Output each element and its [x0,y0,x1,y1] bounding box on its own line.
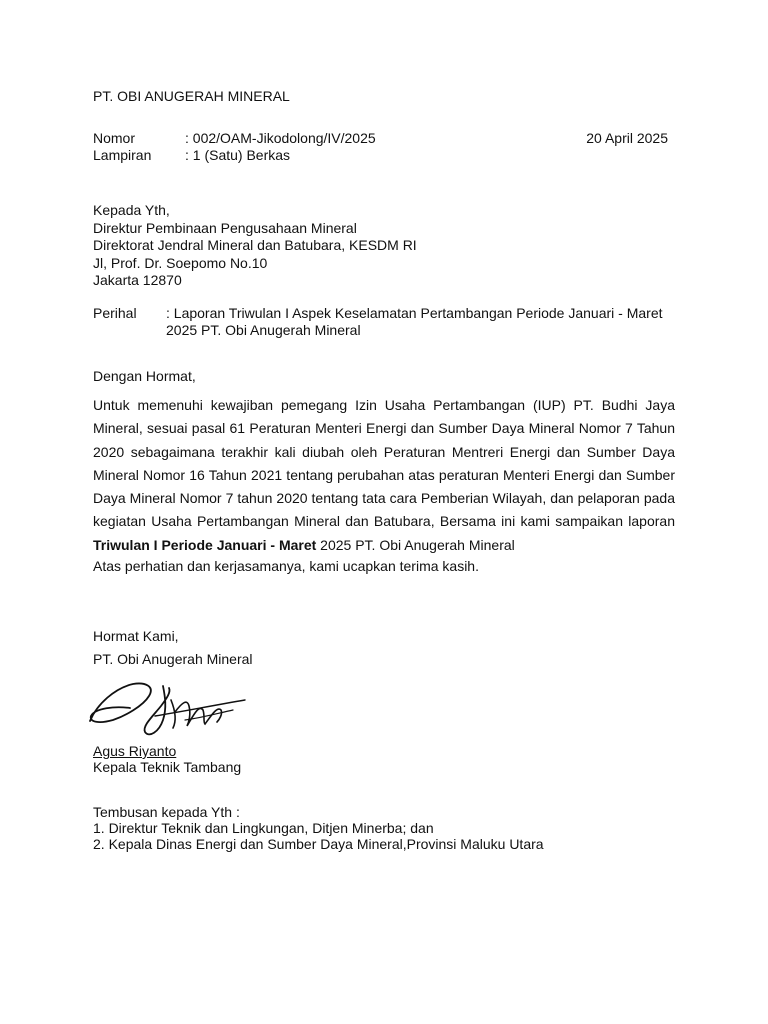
nomor-value: : 002/OAM-Jikodolong/IV/2025 [185,130,376,146]
letter-date: 20 April 2025 [586,130,668,146]
signer-name: Agus Riyanto [93,743,177,759]
body-bold-text: Triwulan I Periode Januari - Maret [93,536,317,553]
company-header: PT. OBI ANUGERAH MINERAL [93,88,290,104]
cc-title: Tembusan kepada Yth : [93,804,240,820]
cc-item: 2. Kepala Dinas Energi dan Sumber Daya Mineral,Provinsi Maluku Utara [93,836,544,852]
recipient-line: Jl, Prof. Dr. Soepomo No.10 [93,254,268,271]
greeting: Dengan Hormat, [93,368,196,384]
recipient-address [93,202,417,290]
body-text: Untuk memenuhi kewajiban pemegang Izin Usaha Pertambangan (IUP) PT. Budhi Jaya Mineral, sesuai pasal 61 Peraturan Menteri Energi dan Sumber Daya Mineral Nomor 7 Tahun 2020 sebagaimana terakhir kali diubah oleh Peraturan Mentreri Energi dan Sumber Daya Mineral Nomor 16 Tahun 2021 tentang perubahan atas peraturan Menteri Energi dan Sumber Daya Mineral Nomor 7 tahun 2020 tentang tata cara Pemberian Wilayah, dan pelaporan pada kegiatan Usaha Pertambangan Mineral dan Batubara, Bersama ini kami sampaikan laporan [93,397,675,530]
cc-item: 1. Direktur Teknik dan Lingkungan, Ditjen Minerba; dan [93,820,434,836]
nomor-label: Nomor [93,130,136,146]
thanks-line: Atas perhatian dan kerjasamanya, kami ucapkan terima kasih. [93,558,479,574]
closing: Hormat Kami, [93,628,179,644]
recipient-line: Kepada Yth, [93,202,170,218]
body-tail-text: 2025 PT. Obi Anugerah Mineral [316,536,515,553]
recipient-line: Direktur Pembinaan Pengusahaan Mineral [93,219,357,236]
signature-image [85,676,250,746]
lampiran-value: : 1 (Satu) Berkas [185,147,291,163]
lampiran-label: Lampiran [93,147,152,163]
closing-company: PT. Obi Anugerah Mineral [93,651,253,667]
perihal-line: 2025 PT. Obi Anugerah Mineral [166,322,361,338]
recipient-line: Jakarta 12870 [93,272,182,288]
perihal-subject [166,305,676,339]
perihal-label: Perihal [93,305,137,321]
signer-title: Kepala Teknik Tambang [93,759,242,775]
recipient-line: Direktorat Jendral Mineral dan Batubara, KESDM RI [93,237,417,253]
body-paragraph [93,394,675,557]
perihal-line: : Laporan Triwulan I Aspek Keselamatan Pertambangan Periode Januari - Maret [166,305,663,321]
